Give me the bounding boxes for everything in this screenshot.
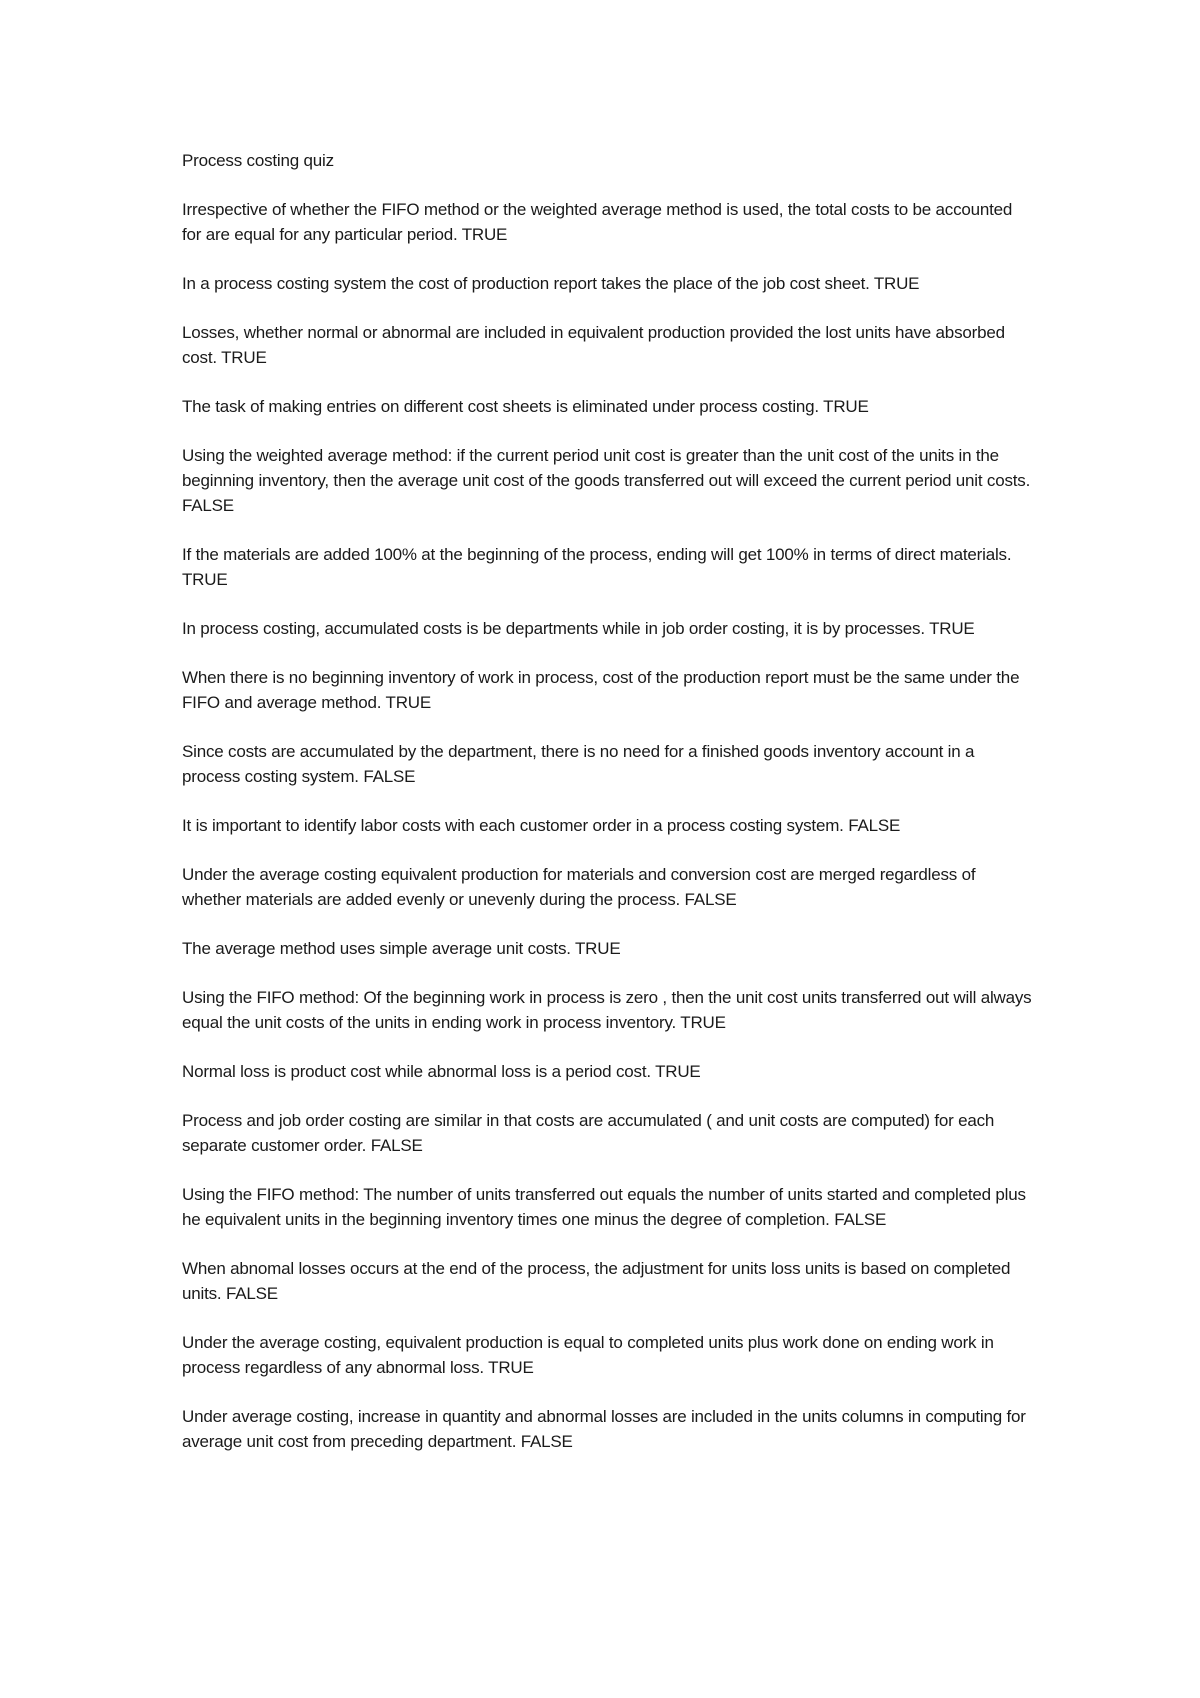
- quiz-item: Using the FIFO method: Of the beginning work in process is zero , then the unit cost units transferred out will always equal the unit costs of the units in ending work in process inventory. TRUE: [182, 988, 1032, 1032]
- quiz-item: It is important to identify labor costs with each customer order in a process costing system. FALSE: [182, 816, 901, 835]
- quiz-item: If the materials are added 100% at the beginning of the process, ending will get 100% in terms of direct materials. TRUE: [182, 545, 1012, 589]
- quiz-item: In a process costing system the cost of production report takes the place of the job cost sheet. TRUE: [182, 274, 920, 293]
- quiz-item: Normal loss is product cost while abnormal loss is a period cost. TRUE: [182, 1062, 701, 1081]
- quiz-item: Irrespective of whether the FIFO method or the weighted average method is used, the total costs to be accounted for are equal for any particular period. TRUE: [182, 200, 1013, 244]
- quiz-item: When abnomal losses occurs at the end of the process, the adjustment for units loss units is based on completed units. FALSE: [182, 1259, 1011, 1303]
- quiz-item: Losses, whether normal or abnormal are included in equivalent production provided the lost units have absorbed cost. TRUE: [182, 323, 1005, 367]
- quiz-item: Under average costing, increase in quantity and abnormal losses are included in the units columns in computing for average unit cost from preceding department. FALSE: [182, 1407, 1026, 1451]
- document-title: Process costing quiz: [182, 151, 334, 170]
- quiz-item: When there is no beginning inventory of work in process, cost of the production report must be the same under the FIFO and average method. TRUE: [182, 668, 1020, 712]
- quiz-item: Under the average costing equivalent production for materials and conversion cost are merged regardless of whether materials are added evenly or unevenly during the process. FALSE: [182, 865, 976, 909]
- quiz-item: Using the weighted average method: if the current period unit cost is greater than the unit cost of the units in the beginning inventory, then the average unit cost of the goods transferred out will exceed the current period unit costs. FALSE: [182, 446, 1031, 515]
- quiz-item: Under the average costing, equivalent production is equal to completed units plus work done on ending work in process regardless of any abnormal loss. TRUE: [182, 1333, 994, 1377]
- quiz-item: Using the FIFO method: The number of units transferred out equals the number of units started and completed plus he equivalent units in the beginning inventory times one minus the degree of completion. FALSE: [182, 1185, 1026, 1229]
- quiz-item: In process costing, accumulated costs is be departments while in job order costing, it is by processes. TRUE: [182, 619, 975, 638]
- quiz-item: Process and job order costing are similar in that costs are accumulated ( and unit costs are computed) for each separate customer order. FALSE: [182, 1111, 995, 1155]
- quiz-item: The task of making entries on different cost sheets is eliminated under process costing. TRUE: [182, 397, 869, 416]
- quiz-item: The average method uses simple average unit costs. TRUE: [182, 939, 621, 958]
- quiz-item: Since costs are accumulated by the department, there is no need for a finished goods inventory account in a process costing system. FALSE: [182, 742, 975, 786]
- document-body: [182, 148, 1032, 1478]
